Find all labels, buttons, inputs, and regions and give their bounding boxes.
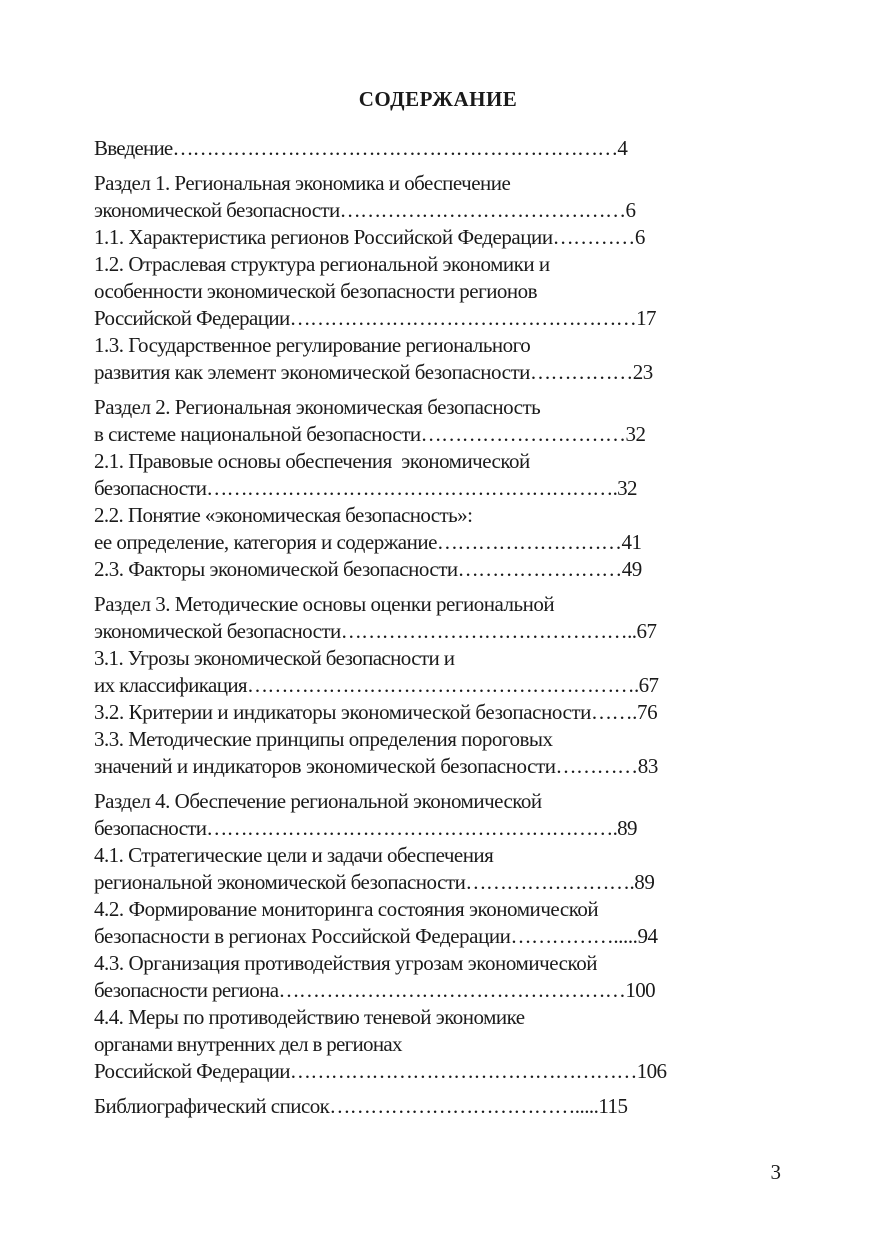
toc-line: органами внутренних дел в регионах xyxy=(94,1032,402,1056)
toc-line: 2.1. Правовые основы обеспечения экономической xyxy=(94,449,530,473)
toc-line: Раздел 4. Обеспечение региональной экономической xyxy=(94,789,542,813)
toc-line: Раздел 3. Методические основы оценки региональной xyxy=(94,592,555,616)
toc-line: 3.2. Критерии и индикаторы экономической безопасности…….76 xyxy=(94,700,658,724)
toc-section-block xyxy=(94,394,794,583)
toc-line: экономической безопасности……………………………………..67 xyxy=(94,619,657,643)
toc-line: 4.4. Меры по противодействию теневой экономике xyxy=(94,1005,525,1029)
toc-line: безопасности в регионах Российской Федерации…………….....94 xyxy=(94,924,658,948)
table-of-contents xyxy=(94,135,794,1128)
toc-line: Раздел 2. Региональная экономическая безопасность xyxy=(94,395,541,419)
toc-line: безопасности…………………………………………………….32 xyxy=(94,476,637,500)
toc-section-block xyxy=(94,135,794,162)
toc-line: их классификация………………………………………………….67 xyxy=(94,673,659,697)
toc-line: ее определение, категория и содержание………………………41 xyxy=(94,530,642,554)
toc-line: 2.3. Факторы экономической безопасности……………………49 xyxy=(94,557,642,581)
toc-line: экономической безопасности……………………………………6 xyxy=(94,198,636,222)
toc-line: безопасности…………………………………………………….89 xyxy=(94,816,637,840)
page-number: 3 xyxy=(770,1160,781,1184)
toc-line: развития как элемент экономической безопасности……………23 xyxy=(94,360,653,384)
page-title: СОДЕРЖАНИЕ xyxy=(358,87,518,111)
toc-line: в системе национальной безопасности…………………………32 xyxy=(94,422,646,446)
toc-line: 2.2. Понятие «экономическая безопасность»: xyxy=(94,503,473,527)
toc-line: 4.2. Формирование мониторинга состояния экономической xyxy=(94,897,599,921)
toc-line: Российской Федерации……………………………………………106 xyxy=(94,1059,667,1083)
toc-line: безопасности региона……………………………………………100 xyxy=(94,978,656,1002)
toc-line: 3.1. Угрозы экономической безопасности и xyxy=(94,646,455,670)
toc-line: 1.1. Характеристика регионов Российской Федерации…………6 xyxy=(94,225,645,249)
toc-line: Библиографический список……………………………….....115 xyxy=(94,1094,628,1118)
toc-line: Российской Федерации……………………………………………17 xyxy=(94,306,656,330)
toc-line: 3.3. Методические принципы определения пороговых xyxy=(94,727,553,751)
toc-line: Раздел 1. Региональная экономика и обеспечение xyxy=(94,171,511,195)
toc-line: региональной экономической безопасности…………………….89 xyxy=(94,870,655,894)
toc-line: 4.1. Стратегические цели и задачи обеспечения xyxy=(94,843,494,867)
toc-line: особенности экономической безопасности регионов xyxy=(94,279,538,303)
toc-line: 4.3. Организация противодействия угрозам экономической xyxy=(94,951,598,975)
toc-section-block xyxy=(94,788,794,1085)
toc-line: значений и индикаторов экономической безопасности…………83 xyxy=(94,754,658,778)
toc-section-block xyxy=(94,591,794,780)
toc-line: 1.3. Государственное регулирование регионального xyxy=(94,333,531,357)
toc-section-block xyxy=(94,1093,794,1120)
toc-section-block xyxy=(94,170,794,386)
toc-line: Введение…………………………………………………………4 xyxy=(94,136,628,160)
toc-line: 1.2. Отраслевая структура региональной экономики и xyxy=(94,252,550,276)
